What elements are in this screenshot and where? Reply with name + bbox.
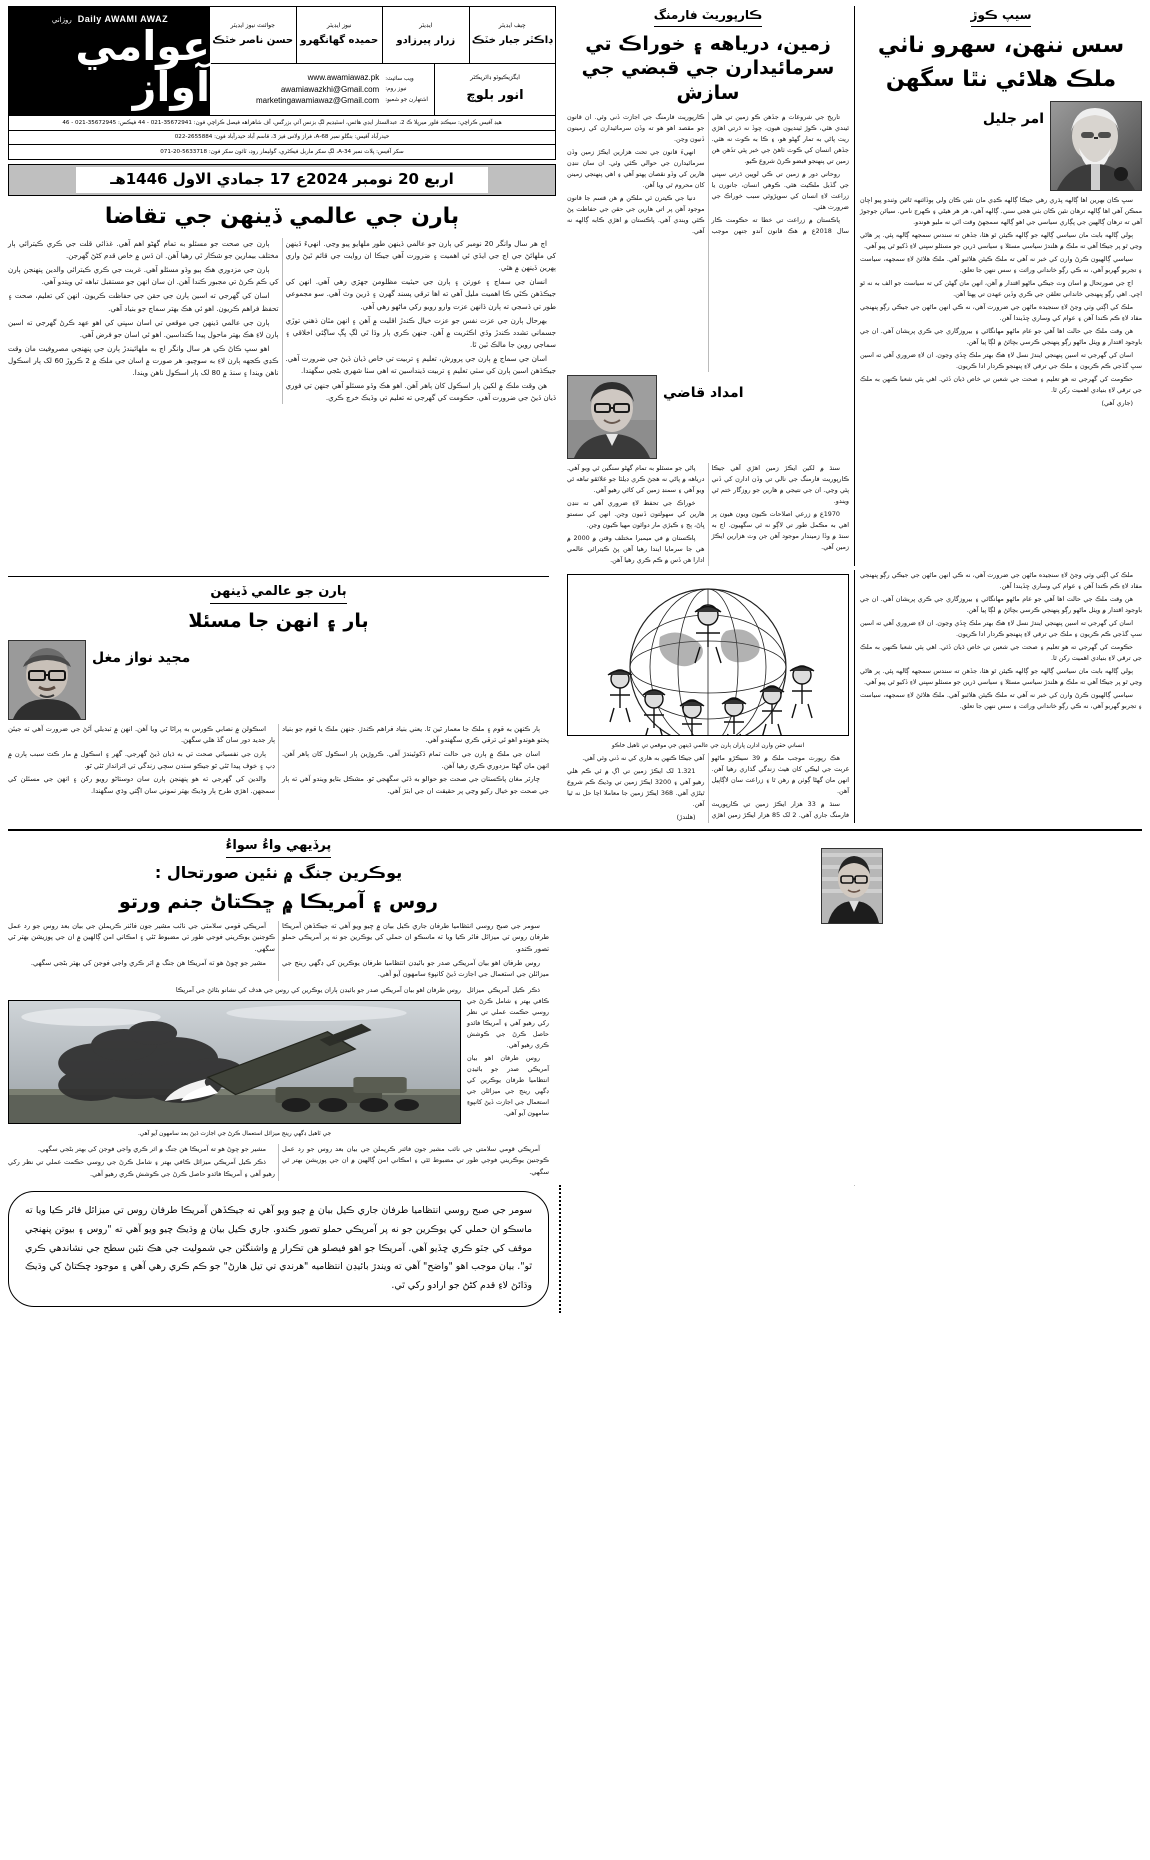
paragraph: روحاني دور ۾ زمين تي ڪي لوڀين ڌرتي سڀني جي گڏيل ملڪيت هئي. ڪوهي انسان، جانورن يا زراعت لاءِ انسان کي سوڀڙوئي سبب خوراڪ جي ضرورت هئي. — [711, 169, 849, 211]
paragraph: هن وقت ملڪ ۾ لکين ٻار اسڪول کان ٻاهر آهن. اهو هڪ وڏو مسئلو آهي جنهن تي فوري ڌيان ڏيڻ جي ضرورت آهي. حڪومت کي گهرجي ته تعليم تي وڌيڪ خرچ ڪري. — [285, 380, 556, 402]
kicker-col1: سيپ ڪوڙ — [971, 6, 1032, 27]
paragraph: روس طرفان اهو بيان آمريڪي صدر جو بائيڊن انتظاميا طرفان يوڪرين کي ڊگهي رينج جي ميزائلن جي استعمال جي اجازت ڏيڻ کانپوءِ سامهون آيو آهي. — [282, 958, 549, 979]
paragraph: سياسي ڳالهيون ڪرڻ وارن کي خبر نه آهي ته ملڪ ڪيئن هلائبو آهي. ملڪ هلائڻ لاءِ سمجهه، سياست ۽ تجربو گهربو آهي، نه ڪي رڳو خانداني وراثت ۽ سس ننهن جا تعلق. — [860, 690, 1142, 710]
body-col1-cont — [860, 570, 1142, 712]
paragraph: آمريڪي قومي سلامتي جي نائب مشير جون فائنر ڪريملن جي بيان بعد روس جو رد عمل ڪوجنين يوڪريني فوجي طور تي مضبوط ٿئي ۽ امڪاني امن ڳالهين ۾ ان جي پوزيشن بهتر ٿي سگهي. — [8, 921, 275, 953]
paragraph: ٻولي ڳالهه بابت مان سياسي ڳالهه جو ڳالهه ڪيئن ٿو هئا، جڏهن ته سندس سمجهه ڳالهه پئي. پر هاڻي وڃي ٿو پر جيڪا آهي ته ملڪ ۾ هلندڙ سياسي مسئلا ۽ سياسي ڌرين جو مسئلو سڀني لاءِ ڏکيو ٿي پيو آهي. — [860, 666, 1142, 686]
illustration-caption: انساني حقن وارن ادارن پاران ٻارن جي عالمي ڏينهن جي موقعي تي ٺاهيل خاڪو — [611, 742, 805, 749]
staff-name: حميده گهانگهرو — [300, 35, 379, 47]
headline-col3-mid: ٻار ۽ انهن جا مسئلا — [188, 609, 369, 632]
headline-col3-main: ٻارن جي عالمي ڏينهن جي تقاضا — [104, 203, 460, 229]
website-url[interactable]: www.awamiawaz.pk — [307, 73, 380, 83]
author-photo-imdad-qazi — [567, 375, 657, 459]
headline-col1-line1: سس ننهن، سهرو ناٺي — [877, 32, 1125, 58]
column-divider — [854, 6, 855, 566]
quote-band-left-spacer — [567, 1185, 1142, 1313]
address-karachi: هيڊ آفيس ڪراچي: سيڪنڊ فلور ميرپلا ڪ 2، عبدالستار ايڊي هائس، اسٽيڊيم لڳ بزنس آئي بزرگس، آف شاهراهه فيصل ڪراچي فون: 35672941-021 - 44 فيڪس: 35672945-021 - 46 — [8, 116, 556, 131]
masthead-contact-row — [210, 64, 555, 115]
paragraph: اسان کي گهرجي ته اسين پنهنجي ايندڙ نسل لاءِ هڪ بهتر ملڪ ڇڏي وڃون. ان لاءِ ضروري آهي ته اسين سڀ گڏجي ڪم ڪريون ۽ ملڪ جي ترقي لاءِ پنهنجو ڪردار ادا ڪريون. — [860, 618, 1142, 638]
paragraph: ٻارن جي صحت جو مسئلو به تمام گهڻو اهم آهي. غذائي قلت جي ڪري ڪيترائي ٻار مختلف بيمارين جو شڪار ٿي رهيا آهن. ان ڏس ۾ خاص قدم کڻڻ گهرجن. — [8, 238, 279, 260]
photo-credit: روس طرفان اهو بيان آمريڪي صدر جو بائيڊن ٻاران يوڪرين کي روس جي هدف کي نشانو بڻائڻ جي آمريڪا — [175, 985, 461, 994]
paragraph: سومر جي صبح روسي انتظاميا طرفان جاري ڪيل بيان ۾ چيو ويو آهي ته جيڪڏهن آمريڪا طرفان روس تي ميزائل فائر ڪيا ويا ته ماسڪو ان حملي کي يوڪرين جو نه پر آمريڪي حملو تصور ڪندو. — [282, 921, 549, 953]
contact-label-ads: اشتهارن جو شعبو: — [385, 96, 428, 103]
byline-col3-mid — [8, 640, 549, 720]
paragraph: حڪومت کي گهرجي ته هو تعليم ۽ صحت جي شعبن تي خاص ڌيان ڏئي. اهي ٻئي شعبا ڪنهن به ملڪ جي ترقي لاءِ بنيادي اهميت رکن ٿا. — [860, 375, 1142, 395]
paragraph: ٻارن جي عالمي ڏينهن جي موقعي تي اسان سڀني کي اهو عهد ڪرڻ گهرجي ته اسين ٻارن لاءِ هڪ بهتر ماحول پيدا ڪنداسين. اهو ئي اسان جو فرض آهي. — [8, 317, 279, 339]
left-half — [567, 6, 1142, 566]
body-col3-mid — [8, 724, 549, 800]
contact-block — [210, 64, 434, 115]
article-column-3-mid — [8, 570, 549, 800]
article-column-3-main — [8, 203, 556, 404]
paragraph: 1.321 لک ايڪڙ زمين تي اڳ ۾ ئي ڪم هلي رهيو آهي ۽ 3200 ايڪڙ زمين تي وڌيڪ ڪم شروع ٿيڻڙي آهي. 368 ايڪڙ زمين جا معاملا اڃا حل نه ٿيا آهن. — [567, 766, 705, 808]
article-column-2 — [567, 6, 849, 566]
headline-col3-bottom-line1: يوڪرين جنگ ۾ نئين صورتحال : — [154, 863, 403, 883]
paragraph: هڪ رپورٽ موجب ملڪ ۾ 39 سيڪڙو ماڻهو غربت جي ليڪي کان هيٺ زندگي گذاري رهيا آهن. انهن مان گهڻا ڳوٺن ۾ رهن ٿا ۽ زراعت سان لاڳاپيل آهن. — [711, 753, 849, 795]
masthead-staff-row — [210, 7, 555, 64]
headline-col2: زمين، درياهه ۽ خوراڪ تي سرمائيدارن جي قبضي جي سازش — [581, 32, 835, 104]
dateline-bar — [8, 164, 556, 196]
ads-email[interactable]: marketingawamiawaz@Gmail.com — [255, 96, 380, 106]
newspaper-logo — [9, 7, 210, 115]
staff-role: نيوز ايڊيٽر — [326, 22, 352, 30]
staff-editor — [382, 7, 469, 63]
paragraph: سنڌ ۾ لکين ايڪڙ زمين اهڙي آهي جيڪا ڪارپوريٽ فارمنگ جي نالي تي وڏن ادارن کي ڏني پئي وڃي. ان جي نتيجي ۾ هارين جو روزگار ختم ٿي ويندو. — [711, 463, 849, 505]
paragraph: حڪومت کي گهرجي ته هو تعليم ۽ صحت جي شعبن تي خاص ڌيان ڏئي. اهي ٻئي شعبا ڪنهن به ملڪ جي ترقي لاءِ بنيادي اهميت رکن ٿا. — [860, 642, 1142, 662]
body-bottom-left-top — [567, 842, 1142, 843]
paragraph: پاڪستان ۾ زراعت تي خطا ته حڪومت ڪار سال 2018ع ۾ هڪ قانون آندو جنهن موجب ڪارپوريٽ فارمنگ جي اجازت ڏني وئي. ان قانون جو مقصد اهو هو ته وڏن سرمائيدارن کي زمينون ڏنيون وڃن. — [567, 112, 849, 235]
missile-launch-photo — [8, 1000, 461, 1124]
col2-continued — [567, 570, 849, 823]
executive-director-cell — [434, 64, 555, 115]
quote-box-wrap — [8, 1185, 549, 1313]
body-col2-mid — [567, 463, 849, 566]
executive-director-name: انور بلوچ — [466, 87, 524, 103]
pull-quote-box: سومر جي صبح روسي انتظاميا طرفان جاري ڪيل بيان ۾ چيو ويو آهي ته جيڪڏهن آمريڪا طرفان روس تي ميزائل فائر ڪيا ويا ته ماسڪو ان حملي کي يوڪرين جو نه پر آمريڪي حملو تصور ڪندو. جاري ڪيل بيان ۾ وڌيڪ چيو ويو آهي ته "روس ۽ بيوتن پنهنجي موقف کي جٽو ڪري ڇڏيو آهي. آمريڪا جو اهو فيصلو هن تڪرار ۾ واشنگٽن جي شموليت جي هڪ نئين سطح جي نشاندهي ڪري ٿو". بيان موجب اهو "واضح" آهي ته ويندڙ بائيڊن انتظاميه "هرندي تي تيل هارڻ" جو ڪم ڪري رهي آهي ۽ موجود ڇڪتاڻ کي وڌيڪ وڌائڻ لاءِ قدم کڻڻ جو ارادو رکي ٿي. — [8, 1191, 549, 1307]
body-col3-bottom-top — [8, 921, 549, 981]
logo-tagline: روزاني — [51, 15, 72, 24]
paragraph: انهيءَ قانون جي تحت هزارين ايڪڙ زمين وڏن سرمائيدارن جي حوالي ڪئي وئي. ان سان ننڍن هارين کي وڏو نقصان پهتو آهي ۽ اهي پنهنجي زمينن کان محروم ٿي ويا آهن. — [567, 147, 705, 189]
kicker-col2: ڪارپوريٽ فارمنگ — [654, 6, 763, 27]
paragraph: ٻارن جي نفسياتي صحت تي به ڌيان ڏيڻ گهرجي. گهر ۽ اسڪول ۾ مار ڪٽ سبب ٻارن ۾ ڊپ ۽ خوف پيدا ٿئي ٿو جيڪو سندن سڄي زندگي تي اثرانداز ٿئي ٿو. — [8, 750, 275, 770]
paragraph: ٻولي ڳالهه بابت مان سياسي ڳالهه جو ڳالهه ڪيئن ٿو هئا، جڏهن ته سندس سمجهه ڳالهه پئي. پر هاڻي وڃي ٿو پر جيڪا آهي ته ملڪ ۾ هلندڙ سياسي مسئلا ۽ سياسي ڌرين جو مسئلو سڀني لاءِ ڏکيو ٿي پيو آهي. — [860, 230, 1142, 250]
paragraph: ٻارن جي مزدوري هڪ ٻيو وڏو مسئلو آهي. غربت جي ڪري ڪيترائي والدين پنهنجن ٻارن کي ڪم ڪرڻ تي مجبور ڪندا آهن. ان سان انهن جو مستقبل تباهه ٿي ويندو آهي. — [8, 264, 279, 287]
paragraph: (هلندڙ) — [676, 812, 696, 821]
paragraph: مشير جو چوڻ هو ته آمريڪا هن جنگ ۾ اثر ڪري واجي فوجن کي بهتر بڻجي سگهي. — [30, 958, 266, 967]
byline-bottom-left — [567, 848, 1142, 924]
masthead-info — [210, 7, 555, 115]
paragraph: اسڪولن ۾ نصابي ڪورس به پراڻا ٿي ويا آهن. انهن ۾ تبديلي آڻڻ جي ضرورت آهي ته جيئن ٻار جديد دور سان گڏ هلي سگهن. — [8, 724, 275, 745]
paragraph: اڄ هر سال وانگر 20 نومبر کي ٻارن جو عالمي ڏينهن طور ملهايو پيو وڃي. انهيءَ ڏينهن کي ملهائڻ جي اڄ جي ايڏي ئي اهميت ۽ ضرورت آهي جيڪا ان روايت جي قائم ٿيڻ واري ٻهرين ڏينهن ۾ هئي. — [285, 238, 556, 272]
section-rule — [8, 576, 549, 577]
column-divider — [854, 570, 855, 823]
body-col1 — [860, 195, 1142, 409]
bottom-left-article — [567, 836, 1142, 928]
paragraph: تاريخ جي شروعات ۾ جڏهن ڪو زمين تي هلي ٿيندي هئي، ڪوڙ ٽينديون هيون، چوڏ نه ڌرتي اهڙي ريت پاڻي به تمار گهڻو هو، ۽ ڪا به ڪوٽ نه هئي. جڏهن انسان کي ڪوٽ ٺاهڻ جي خبر پئي تڏهن هن زمين تي پنهنجو قبضو ڪرڻ شروع ڪيو. — [711, 112, 849, 165]
author-name-col3-mid: مجيد نواز مغل — [92, 649, 191, 666]
quote-band — [8, 1185, 1142, 1313]
paragraph: اسان جي ملڪ ۾ ٻارن جي حالت تمام ڏکوئيندڙ آهي. ڪروڙين ٻار اسڪول کان ٻاهر آهن. انهن مان گهڻا مزدوري ڪري رهيا آهن. — [282, 750, 549, 770]
body-col2-after-image — [567, 753, 849, 823]
contact-label-newsroom: نيوز روم: — [385, 86, 407, 93]
newsroom-email[interactable]: awamiawazkhi@Gmail.com — [280, 84, 380, 94]
body-bottom-left-bottom — [567, 928, 1142, 929]
address-sukkur: سکر آفيس: پلاٽ نمبر 34-A، لڳ سکر ماربل فيڪٽري، گوليمار روڊ، ٽائون سکر فون: 5633718-20-071 — [8, 145, 556, 160]
staff-name: ڊاڪٽر جبار خٽڪ — [471, 35, 553, 47]
paragraph: 1970ع ۾ زرعي اصلاحات ڪيون ويون هيون پر اهي به مڪمل طور تي لاڳو نه ٿي سگهيون. اڄ به سنڌ ۾ وڏا زميندار موجود آهن جن وٽ هزارين ايڪڙ زمين آهي. — [711, 509, 849, 551]
address-hyderabad: حيدرآباد آفيس: بنگلو نمبر 68-A، فراز ولاس فيز 3، قاسم آباد حيدرآباد فون: 2655884-022 — [8, 131, 556, 146]
author-photo-majeed-nawaz-mughal — [8, 640, 86, 720]
middle-band — [8, 570, 1142, 823]
kicker-col3-mid: ٻارن جو عالمي ڏينهن — [210, 582, 346, 604]
staff-name: زرار پيرزادو — [396, 35, 456, 47]
body-col3-main — [8, 238, 556, 404]
paragraph: بهرحال ٻارن جي عزت نفس جو عزت خيال ڪندڙ اقليت ۾ آهن ۽ انهن مٿان ذهني توڙي جسماني تشدد ڪندڙ وڏي اڪثريت ۾ آهن. جنهن ڪري ٻار وڏا ٿي لڳ ڀڳ ساڳئي اخلاقي ۽ سماجي روين جا مالڪ ٿين ٿا. — [285, 315, 556, 350]
byline-col1 — [860, 101, 1142, 191]
side-text-col — [467, 985, 549, 1141]
paragraph: ملڪ کي اڳتي وٺي وڃڻ لاءِ سنجيده ماڻهن جي ضرورت آهي، نه ڪي انهن ماڻهن جي جيڪي رڳو پنهنجي مفاد لاءِ ڪم ڪندا آهن ۽ عوام کي وساري ڇڏيندا آهن. — [860, 570, 1142, 590]
staff-role: ايڊيٽر — [419, 22, 433, 30]
paragraph: ملڪ کي اڳتي وٺي وڃڻ لاءِ سنجيده ماڻهن جي ضرورت آهي، نه ڪي انهن ماڻهن جي جيڪي رڳو پنهنجي مفاد لاءِ ڪم ڪندا آهن ۽ عوام کي وساري ڇڏيندا آهن. — [860, 302, 1142, 322]
staff-joint-news-editor — [210, 7, 296, 63]
article-column-1 — [860, 6, 1142, 566]
col1-continued — [860, 570, 1142, 823]
photo-and-side-text — [8, 985, 549, 1141]
children-globe-illustration — [567, 574, 849, 736]
masthead-and-right — [8, 6, 556, 404]
paragraph: چارٽر مغان پاڪستان جي صحت جو حوالو به ڏئي سگهجي ٿو. مشڪل بٺايو ويندو آهي ته ٻار جي صحت جو خيال رکيو وڃي پر حقيقت ان جي ابتڙ آهي. — [282, 775, 549, 796]
paragraph: اسان جي سماج ۾ ٻارن جي پرورش، تعليم ۽ تربيت تي خاص ڌيان ڏيڻ جي ضرورت آهي. جيڪڏهن اسين ٻارن کي سٺي تعليم ۽ تربيت ڏينداسين ته اهي سٺا شهري بڻجي سگهندا. — [285, 354, 556, 376]
paragraph: دنيا جي ڪيترن ئي ملڪن ۾ هن قسم جا قانون موجود آهن پر اتي هارين جي حقن جي حفاظت پڻ ڪئي ويندي آهي. پاڪستان ۾ اهڙي ڪابه ڳالهه نه آهي. — [567, 193, 705, 235]
staff-role: جوائنٽ نيوز ايڊيٽر — [230, 22, 275, 30]
paragraph: اسان کي گهرجي ته اسين ٻارن جي حقن جي حفاظت ڪريون. انهن کي تعليم، صحت ۽ تحفظ فراهم ڪريون. اهو ئي هڪ بهتر سماج جو بنياد آهي. — [8, 291, 279, 313]
paragraph: ذڪر ڪيل آمريڪي ميزائل ڪافي بهتر ۽ شامل ڪرڻ جي روسي حڪمت عملي تي نظر رکي رهيو آهي ۽ آمريڪا فائدو حاصل ڪرڻ جي ڪوشش ڪري رهيو آهي. — [467, 985, 549, 1050]
paragraph: سياسي ڳالهيون ڪرڻ وارن کي خبر نه آهي ته ملڪ ڪيئن هلائبو آهي. ملڪ هلائڻ لاءِ سمجهه، سياست ۽ تجربو گهربو آهي، نه ڪي رڳو خانداني وراثت ۽ سس ننهن جا تعلق. — [860, 254, 1142, 274]
paragraph: هن وقت ملڪ جي حالت اها آهي جو عام ماڻهو مهانگائي ۽ بيروزگاري جي ڪري پريشان آهي. ان جي باوجود اقتدار ۾ ويٺل ماڻهو رڳو پنهنجي ڪرسي بچائڻ ۾ لڳا پيا آهن. — [860, 326, 1142, 346]
body-bottom-left-tail — [567, 1185, 1142, 1186]
paragraph: سڀ ڪان بهرين اها ڳالهه پڌري رهي جيڪا ڳالهه ڪڍي مان نئين ڪان ولي ٻوڏائنهه ٿائين وٺندو پيو اچان ممڪن آهي اها ڳالهه ترهان نئين ڪان بٺي هجي سني. ڳالهه آهي، هر هر هيڻي ۽ ڪهرج نامي. سيائن جوجوڙ آهي ته ترهان ڳالهين جي پڳاري سياسي جي اهو ڳالهه سمجهڻ وقت اٽي نه مليو هوندو. — [860, 195, 1142, 226]
byline-col2 — [567, 375, 849, 459]
paragraph: والدين کي گهرجي ته هو پنهنجن ٻارن سان دوستاڻو رويو رکن ۽ انهن جي مسئلن کي سمجهن. اهڙي طرح ٻار وڌيڪ بهتر نموني سان اڳتي وڌي سگهندا. — [8, 775, 275, 796]
masthead — [8, 6, 556, 116]
contact-label-website: ويب سائيٽ: — [385, 75, 414, 82]
paragraph: انسان جي سماج ۽ عورتن ۽ ٻارن جي حيثيت مظلومن جهڙي رهي آهي. انهن کي جيڪڏهن ڪٿي ڪا اهميت مليل آهي ته اها ترقي پسند گهرن ۽ ڏرين وٽ آهي. سو مجموعي طور تي ڏسجي ته ٻارن ڏانهن عزت وارو رويو رکي ماڻهو رهي آهي. — [285, 277, 556, 311]
staff-chief-editor — [469, 7, 556, 63]
contact-labels — [385, 74, 428, 105]
logo-sindhi-text: عوامي آواز — [75, 22, 210, 111]
dotted-divider — [555, 1185, 561, 1313]
paragraph: آمريڪي قومي سلامتي جي نائب مشير جون فائنر ڪريملن جي بيان بعد روس جو رد عمل ڪوجنين يوڪريني فوجي طور تي مضبوط ٿئي ۽ امڪاني امن ڳالهين ۾ ان جي پوزيشن بهتر ٿي سگهي. — [282, 1144, 549, 1176]
bottom-band — [8, 829, 1142, 1181]
body-col3-bottom-mid — [8, 1144, 549, 1181]
kicker-col3-bottom: پرڏيهي واءُ سواءُ — [226, 836, 332, 858]
paragraph: اهو سڀ ڪاڻ ڪي هر سال وانگر اڄ به ملهائيندڙ ٻارن جي پنهنجي مصروفيت مان وقت ڪڍي ڪجهه ٻارن لاءِ به سوچيو. هر صورت ۾ اسان جي ملڪ ۾ 2 ڪروڙ 60 لک ٻار اسڪول ناهن ويندا ۽ سنڌ ۾ 80 لک ٻار اسڪول ناهن ويندا. — [8, 344, 279, 378]
paragraph: مشير جو چوڻ هو ته آمريڪا هن جنگ ۾ اثر ڪري واجي فوجن کي بهتر بڻجي سگهي. — [37, 1144, 266, 1153]
headline-col3-bottom-line2: روس ۽ آمريڪا ۾ ڇڪتاڻ جنم ورتو — [118, 890, 438, 913]
body-col2-top — [567, 112, 849, 372]
logo-english-text: Daily AWAMI AWAZ — [77, 14, 169, 24]
paragraph: سنڌ ۾ 33 هزار ايڪڙ زمين تي ڪارپوريٽ فارمنگ جاري آهي. 2 لک 85 هزار ايڪڙ زمين اهڙي آهي جيڪا ڪنهن به هاري کي نه ڏني وئي آهي. — [582, 753, 849, 819]
executive-director-role: ايگزيڪيوٽو ڊائريڪٽر — [470, 74, 520, 82]
middle-left-half — [567, 570, 1142, 823]
photo-caption: جي ٽاهيل ڊگهي رينج ميزائل استعمال ڪرڻ جي اجازت ڏيڻ بعد سامهون آيو آهي. — [137, 1130, 332, 1137]
staff-role: چيف ايڊيٽر — [498, 22, 526, 30]
paragraph: اڄ جي صورتحال ۾ اسان وٽ جيڪي ماڻهو اقتدار ۾ آهن، انهن مان گهڻن کي ته سياست جو الف به نه ٿو اچي. اهي رڳو پنهنجي خانداني تعلقن جي ڪري وڏين عهدن تي پهتا آهن. — [860, 278, 1142, 298]
author-photo-amar-jalil — [1050, 101, 1142, 191]
paragraph: پاڻي جو مسئلو به تمام گهڻو سنگين ٿي ويو آهي. درياهه ۾ پاڻي نه هجڻ ڪري ڊيلٽا جو علائقو تباهه ٿي ويو آهي ۽ سمنڊ زمين کي کائي رهيو آهي. — [567, 463, 705, 494]
paragraph: اسان کي گهرجي ته اسين پنهنجي ايندڙ نسل لاءِ هڪ بهتر ملڪ ڇڏي وڃون. ان لاءِ ضروري آهي ته اسين سڀ گڏجي ڪم ڪريون ۽ ملڪ جي ترقي لاءِ پنهنجو ڪردار ادا ڪريون. — [860, 350, 1142, 370]
author-name-col1: امر جليل — [982, 110, 1044, 127]
author-name-col2: امداد قاضي — [663, 384, 744, 401]
author-photo-aamir-ansari — [821, 848, 883, 924]
paragraph: ذڪر ڪيل آمريڪي ميزائل ڪافي بهتر ۽ شامل ڪرڻ جي روسي حڪمت عملي تي نظر رکي رهيو آهي ۽ آمريڪا فائدو حاصل ڪرڻ جي ڪوشش ڪري رهيو آهي. — [8, 1158, 275, 1178]
staff-name: حسن ناصر خٽڪ — [212, 35, 294, 47]
paragraph: پاڪستان ۾ في ميمبرا مختلف وقتن ۾ 2000 ۾ هي جا سرمايا ايندا رهيا آهن پڻ ڪيترائي عالمي ادارا هن ڏس ۾ ڪم ڪري رهيا آهن. — [567, 533, 705, 564]
article-column-3-bottom — [8, 836, 549, 1181]
paragraph: ٻار ڪنهن به قوم ۽ ملڪ جا معمار ٿين ٿا. يعني بنياد فراهم ڪندڙ. جنهن ملڪ يا قوم جو بنياد پختو هوندو اهو ئي ترقي ڪري سگهندو آهي. — [282, 724, 549, 745]
paragraph: هن وقت ملڪ جي حالت اها آهي جو عام ماڻهو مهانگائي ۽ بيروزگاري جي ڪري پريشان آهي. ان جي باوجود اقتدار ۾ ويٺل ماڻهو رڳو پنهنجي ڪرسي بچائڻ ۾ لڳا پيا آهن. — [860, 594, 1142, 614]
paragraph: (جاري آهي) — [1101, 399, 1133, 408]
paragraph: روس طرفان اهو بيان آمريڪي صدر جو بائيڊن انتظاميا طرفان يوڪرين کي ڊگهي رينج جي ميزائلن جي استعمال جي اجازت ڏيڻ کانپوءِ سامهون آيو آهي. — [467, 1054, 549, 1118]
contact-values — [216, 72, 379, 107]
dateline-text: اربع 20 نومبر 2024ع 17 جمادي الاول 1446هـ — [76, 167, 488, 192]
staff-news-editor — [296, 7, 383, 63]
headline-col1-line2: ملڪ هلائي نٿا سگهن — [885, 67, 1117, 93]
paragraph: خوراڪ جي تحفظ لاءِ ضروري آهي ته ننڍن هارين کي سهولتون ڏنيون وڃن. انهن کي سستو ڀاڻ، ٻج ۽ ڪيڙي مار دوائون مهيا ڪيون وڃن. — [567, 498, 705, 529]
